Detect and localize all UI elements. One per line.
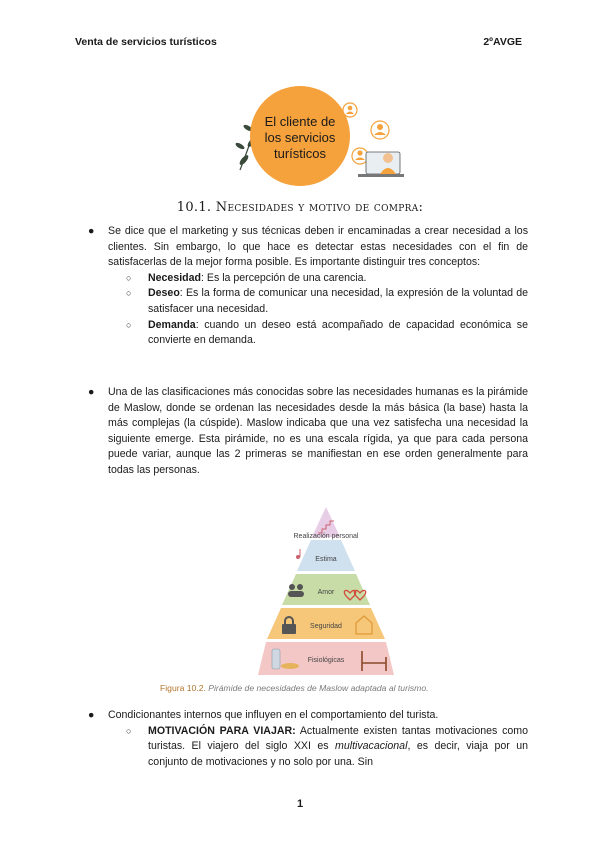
circle-bullet-icon: ○ bbox=[126, 288, 132, 299]
paragraph-2-text: Una de las clasificaciones más conocidas sobre las necesidades humanas es la pirámide de Maslow, donde se ordenan las necesidades desde la más básica (la base) hasta la más complejas (la cúspide). Maslow indicaba que una vez satisfecha una necesidad la siguiente emerge. Esta pirámide, no es una escala rígida, ya que para cada persona puede variar, aunque las 2 primeras se manifiestan en ese orden generalmente para todas las personas. bbox=[108, 386, 528, 476]
paragraph-1-block bbox=[88, 224, 528, 349]
term-necesidad: Necesidad bbox=[148, 271, 201, 284]
user-icon bbox=[371, 121, 389, 139]
hero-line-2: los servicios bbox=[264, 130, 336, 145]
figure-caption-text: Pirámide de necesidades de Maslow adaptada al turismo. bbox=[208, 683, 429, 693]
bread-icon bbox=[281, 663, 299, 669]
bullet-item bbox=[88, 385, 528, 479]
paragraph-1-text: Se dice que el marketing y sus técnicas deben ir encaminadas a crear necesidad a los clientes. Sin embargo, lo que hace es detectar estas necesidades con el fin de satisfacerlas de la mejor forma posible. Es importante distinguir tres conceptos: bbox=[108, 225, 528, 269]
term-motivacion: MOTIVACIÓN PARA VIAJAR: bbox=[148, 724, 296, 737]
bullet-dot-icon: ● bbox=[88, 709, 95, 721]
maslow-pyramid bbox=[258, 503, 394, 678]
pyramid-label-estima: Estima bbox=[315, 556, 337, 563]
sub-item-motivacion bbox=[88, 724, 528, 771]
hero-line-3: turísticos bbox=[273, 146, 327, 161]
header-left: Venta de servicios turísticos bbox=[75, 36, 217, 48]
motivacion-text-2: , es decir, viaja por un conjunto de motivaciones y no solo por una. Sin bbox=[148, 740, 528, 768]
pyramid-label-amor: Amor bbox=[317, 589, 335, 596]
bullet-item bbox=[88, 708, 528, 724]
hero-line-1: El cliente de bbox=[264, 114, 336, 129]
motivacion-text-1: Actualmente existen tantas motivaciones como turistas. El viajero del siglo XXI es bbox=[148, 724, 528, 753]
figure-caption bbox=[160, 683, 429, 693]
section-title: 10.1. Necesidades y motivo de compra: bbox=[176, 200, 424, 215]
sub-item-necesidad bbox=[88, 271, 528, 287]
bullet-dot-icon: ● bbox=[88, 225, 95, 237]
term-deseo: Deseo bbox=[148, 287, 180, 300]
page-number: 1 bbox=[296, 798, 304, 810]
bullet-item bbox=[88, 224, 528, 271]
pyramid-label-fisiologicas: Fisiológicas bbox=[307, 657, 345, 664]
paragraph-2-block bbox=[88, 385, 528, 479]
motivacion-italic: multivacacional bbox=[335, 740, 408, 753]
circle-bullet-icon: ○ bbox=[126, 319, 132, 330]
pyramid-label-seguridad: Seguridad bbox=[310, 623, 342, 630]
pyramid-label-realizacion: Realización personal bbox=[293, 533, 359, 540]
bullet-dot-icon: ● bbox=[88, 386, 95, 398]
music-notes-icon bbox=[296, 549, 301, 559]
figure-caption-label: Figura 10.2. bbox=[160, 683, 206, 693]
user-icon bbox=[343, 103, 357, 117]
bottle-icon bbox=[272, 649, 280, 669]
sub-item-demanda bbox=[88, 318, 528, 349]
circle-bullet-icon: ○ bbox=[126, 725, 132, 736]
def-necesidad: : Es la percepción de una carencia. bbox=[201, 271, 367, 284]
def-demanda: : cuando un deseo está acompañado de capacidad económica se convierte en demanda. bbox=[148, 318, 528, 347]
paragraph-3-block bbox=[88, 708, 528, 770]
term-demanda: Demanda bbox=[148, 318, 196, 331]
def-deseo: : Es la forma de comunicar una necesidad, la expresión de la voluntad de satisfacer una necesidad. bbox=[148, 287, 528, 315]
paragraph-3-text: Condicionantes internos que influyen en el comportamiento del turista. bbox=[108, 709, 439, 721]
header-right: 2ºAVGE bbox=[483, 36, 522, 48]
sub-item-deseo bbox=[88, 286, 528, 317]
hero-illustration bbox=[228, 80, 408, 190]
circle-bullet-icon: ○ bbox=[126, 272, 132, 283]
